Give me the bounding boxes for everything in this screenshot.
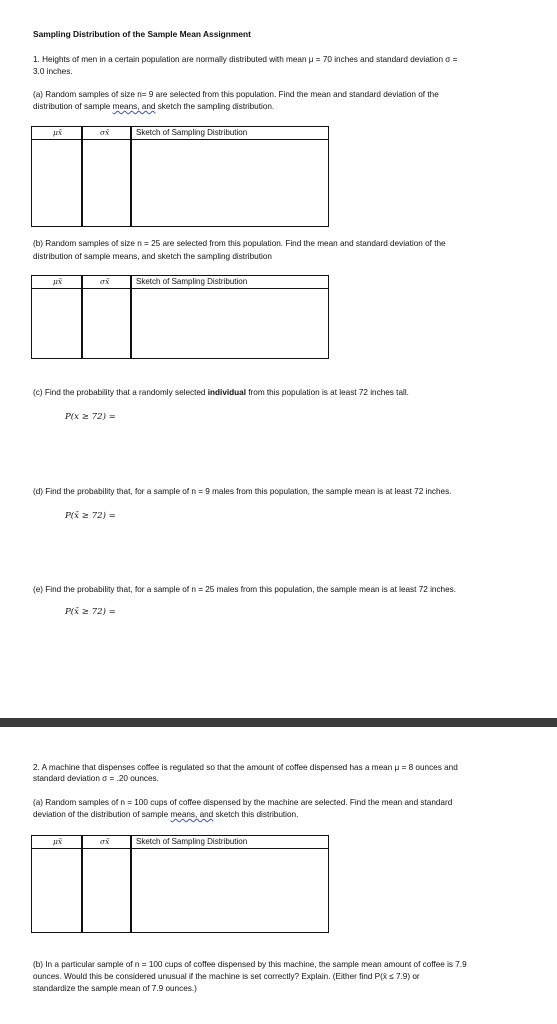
q1c-text: (c) Find the probability that a randomly selected individual from this population is at least 72 inches tall. bbox=[33, 388, 409, 397]
q2-intro-line2: standard deviation σ = .20 ounces. bbox=[33, 774, 159, 783]
q2b-line1: (b) In a particular sample of n = 100 cups of coffee dispensed by this machine, the sample mean amount of coffee is 7.9 bbox=[33, 960, 467, 969]
q1e-probability: P(x̄ ≥ 72) = bbox=[65, 607, 116, 617]
sigma-xbar-header: σx̄ bbox=[100, 837, 110, 846]
q1d-text: (d) Find the probability that, for a sample of n = 9 males from this population, the sample mean is at least 72 inches. bbox=[33, 487, 452, 496]
q2b-line3: standardize the sample mean of 7.9 ounces.) bbox=[33, 984, 197, 993]
assignment-title: Sampling Distribution of the Sample Mean Assignment bbox=[33, 29, 251, 39]
mu-xbar-header: μx̄ bbox=[53, 128, 63, 137]
q1d-probability: P(x̄ ≥ 72) = bbox=[65, 511, 116, 521]
page-2 bbox=[0, 727, 557, 1024]
q1-intro-line1: 1. Heights of men in a certain population are normally distributed with mean μ = 70 inches and standard deviation σ = bbox=[33, 55, 458, 64]
page-divider bbox=[0, 718, 557, 727]
q1b-answer-table bbox=[31, 275, 329, 359]
q1a-line1: (a) Random samples of size n= 9 are selected from this population. Find the mean and standard deviation of the bbox=[33, 90, 439, 99]
q1c-probability: P(x ≥ 72) = bbox=[65, 412, 116, 422]
q2a-answer-table bbox=[31, 835, 329, 933]
q2a-line1: (a) Random samples of n = 100 cups of coffee dispensed by the machine are selected. Find the mean and standard bbox=[33, 798, 453, 807]
q1b-line2: distribution of sample means, and sketch the sampling distribution bbox=[33, 252, 272, 261]
q2b-line2: ounces. Would this be considered unusual if the machine is set correctly? Explain. (Either find P(x̄ ≤ 7.9) or bbox=[33, 972, 420, 981]
sigma-xbar-header: σx̄ bbox=[100, 128, 110, 137]
q1a-answer-table bbox=[31, 126, 329, 227]
sketch-header: Sketch of Sampling Distribution bbox=[136, 277, 248, 286]
q2a-line2: deviation of the distribution of sample means, and sketch this distribution. bbox=[33, 810, 299, 819]
q1e-text: (e) Find the probability that, for a sample of n = 25 males from this population, the sample mean is at least 72 inches. bbox=[33, 585, 457, 594]
sketch-header: Sketch of Sampling Distribution bbox=[136, 128, 248, 137]
q1-intro-line2: 3.0 inches. bbox=[33, 67, 73, 76]
q2-intro-line1: 2. A machine that dispenses coffee is regulated so that the amount of coffee dispensed has a mean μ = 8 ounces and bbox=[33, 763, 458, 772]
mu-xbar-header: μx̄ bbox=[53, 837, 63, 846]
sketch-header: Sketch of Sampling Distribution bbox=[136, 837, 248, 846]
mu-xbar-header: μx̄ bbox=[53, 277, 63, 286]
q1a-line2: distribution of sample means, and sketch the sampling distribution. bbox=[33, 102, 275, 111]
sigma-xbar-header: σx̄ bbox=[100, 277, 110, 286]
q1b-line1: (b) Random samples of size n = 25 are selected from this population. Find the mean and standard deviation of the bbox=[33, 239, 446, 248]
